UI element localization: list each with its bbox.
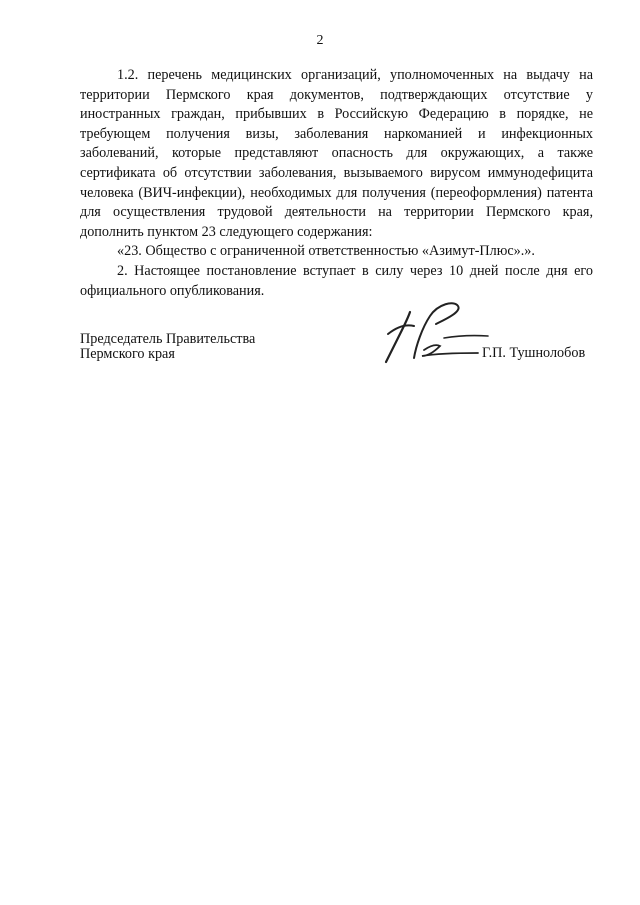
document-body — [80, 66, 593, 301]
page-number: 2 — [316, 33, 324, 48]
paragraph-1-2: 1.2. перечень медицинских организаций, уполномоченных на выдачу на территории Пермского края документов, подтверждающих отсутствие у иностранных граждан, прибывших в Российскую Федерацию в порядке, не требующем получения визы, заболевания наркоманией и инфекционных заболеваний, которые представляют опасность для окружающих, а также сертификата об отсутствии заболевания, вызываемого вирусом иммунодефицита человека (ВИЧ-инфекции), необходимых для получения (переоформления) патента для осуществления трудовой деятельности на территории Пермского края, дополнить пунктом 23 следующего содержания: — [80, 67, 593, 240]
paragraph-2: 2. Настоящее постановление вступает в силу через 10 дней после дня его официального опубликования. — [80, 262, 593, 299]
signatory-position — [80, 332, 255, 362]
signatory-name: Г.П. Тушнолобов — [482, 345, 586, 361]
paragraph-item-23: «23. Общество с ограниченной ответственностью «Азимут-Плюс».». — [117, 243, 535, 260]
signatory-position-line-2: Пермского края — [80, 346, 175, 362]
signatory-position-line-1: Председатель Правительства — [80, 331, 256, 347]
